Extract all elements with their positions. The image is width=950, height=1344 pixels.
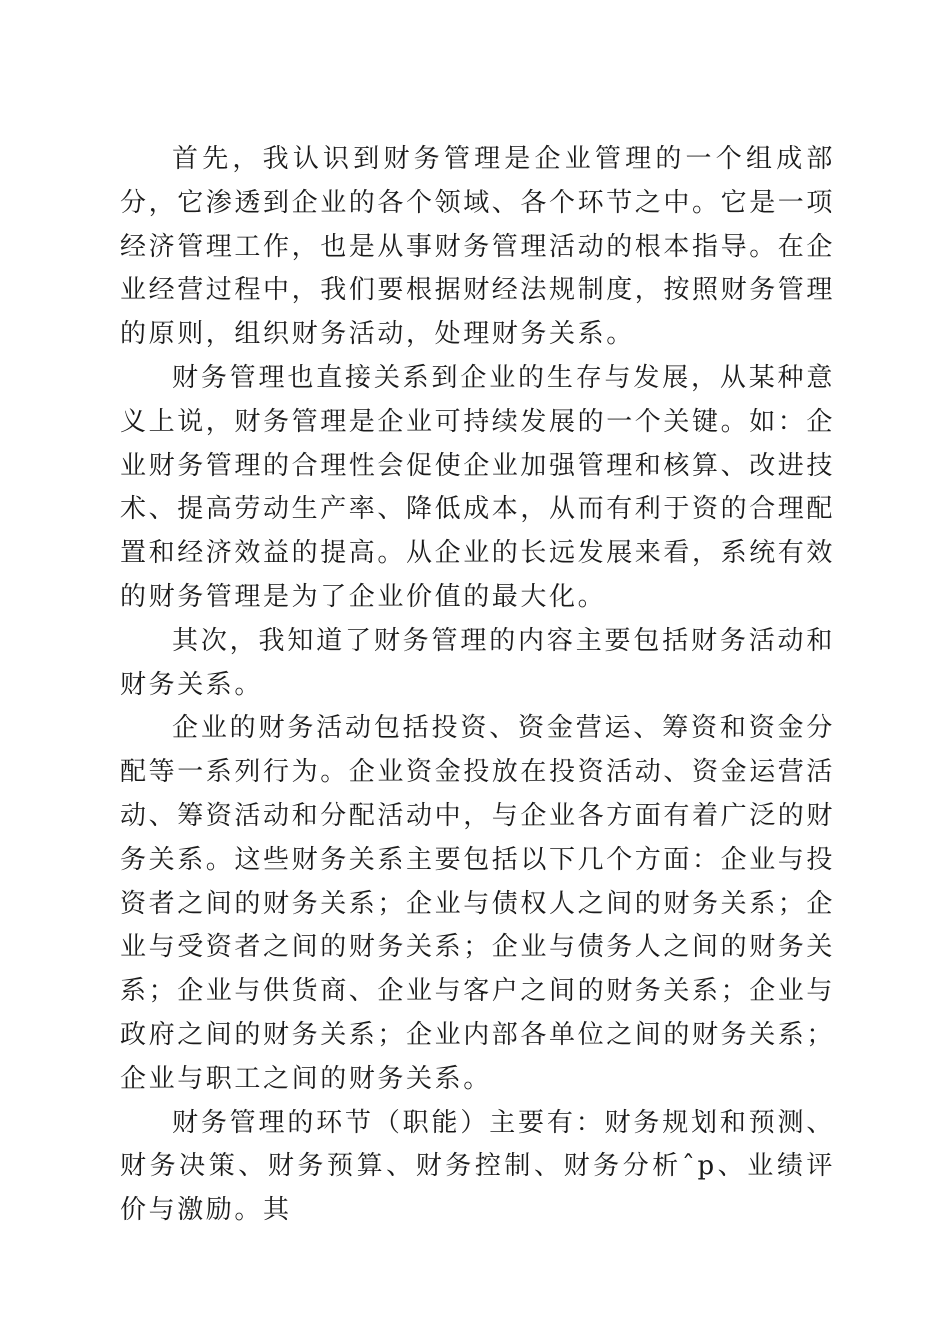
paragraph-3: 其次，我知道了财务管理的内容主要包括财务活动和财务关系。 (120, 625, 835, 700)
paragraph-4: 企业的财务活动包括投资、资金营运、筹资和资金分配等一系列行为。企业资金投放在投资活动、资金运营活动、筹资活动和分配活动中，与企业各方面有着广泛的财务关系。这些财务关系主要包括以下几个方面：企业与投资者之间的财务关系；企业与债权人之间的财务关系；企业与受资者之间的财务关系；企业与债务人之间的财务关系；企业与供货商、企业与客户之间的财务关系；企业与政府之间的财务关系；企业内部各单位之间的财务关系；企业与职工之间的财务关系。 (120, 713, 836, 1094)
paragraph-2: 财务管理也直接关系到企业的生存与发展，从某种意义上说，财务管理是企业可持续发展的一个关键。如：企业财务管理的合理性会促使企业加强管理和核算、改进技术、提高劳动生产率、降低成本，从而有利于资的合理配置和经济效益的提高。从企业的长远发展来看，系统有效的财务管理是为了企业价值的最大化。 (120, 362, 836, 612)
paragraph-1: 首先，我认识到财务管理是企业管理的一个组成部分，它渗透到企业的各个领域、各个环节之中。它是一项经济管理工作，也是从事财务管理活动的根本指导。在企业经营过程中，我们要根据财经法规制度，按照财务管理的原则，组织财务活动，处理财务关系。 (120, 144, 836, 350)
paragraph-5: 财务管理的环节（职能）主要有：财务规划和预测、财务决策、财务预算、财务控制、财务分析ˆp、业绩评价与激励。其 (120, 1107, 835, 1226)
document-body (120, 138, 835, 1233)
